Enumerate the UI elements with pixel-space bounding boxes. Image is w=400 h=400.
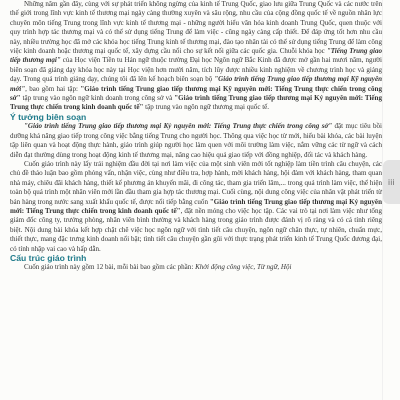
structure-paragraph (10, 263, 382, 272)
book-title: "Giáo trình tiếng Trung giao tiếp thương mại Kỷ nguyên mới: Tiếng Trung thực chiến trong công sở" (24, 122, 333, 131)
series-title: "Giáo trình tiếng Trung giao tiếp thương mại Kỹ nguyên mới" (10, 75, 382, 93)
page-body (10, 0, 382, 273)
intro-paragraph (10, 0, 382, 113)
concept-paragraph-1 (10, 122, 382, 160)
structure-parts: Khởi động công việc, Từ ngữ, Hội (195, 263, 292, 272)
next-volume-title: "Giáo trình tiếng Trung giao tiếp thương mại Kỷ nguyên mới: Tiếng Trung thực chiến trong kinh doanh quốc tế" (10, 197, 382, 215)
intro-text: tập trung vào ngôn ngữ kinh doanh trong công sở và (20, 94, 175, 103)
intro-text: tập trung vào ngôn ngữ thương mại quốc tế. (143, 103, 270, 112)
intro-text: , bao gồm hai tập: (25, 84, 81, 93)
concept-text: đặt mục tiêu bồi dưỡng khả năng giao tiếp trong công việc bằng tiếng Trung cho người học. Thông qua việc học từ mới, hiểu bài khóa, các bài luyện tập liên quan và hoạt động thực hành, giáo trình giúp người học làm quen với môi trường làm việc, nắm vững các từ ngữ và cách diễn đạt thường dùng trong hoạt động kinh tế thương mại, nâng cao hiệu quả giao tiếp với đồng nghiệp, đối tác và khách hàng. (10, 122, 382, 159)
concept-paragraph-2 (10, 160, 382, 254)
course-title: "Tiếng Trung giao tiếp thương mại" (10, 47, 382, 65)
intro-text: Những năm gần đây, cùng với sự phát triển không ngừng của kinh tế Trung Quốc, giao lưu giữa Trung Quốc và các nước trên thế giới trong lĩnh vực kinh tế thương mại ngày càng thường xuyên và sâu rộng, nhu cầu của cộng đồng quốc tế về nguồn nhân lực chuyên môn tiếng Trung trong lĩnh vực kinh tế thương mại - những người hiểu văn hóa kinh doanh Trung Quốc, quen thuộc với quy trình hợp tác thương mại và có thể sử dụng tiếng Trung để làm việc - cũng ngày càng cấp thiết. Để đáp ứng tốt hơn nhu cầu này, nhiều trường học đã mở các khóa học tiếng Trung kinh tế thương mại, đào tạo nhân tài có thể sử dụng tiếng Trung để làm công việc kinh doanh hoặc thương mại quốc tế, xây dựng cầu nối cho sự kết nối giữa các quốc gia. Chuỗi khóa học (10, 0, 382, 56)
page-number-tab (383, 160, 400, 204)
concept-text: Cuốn giáo trình này lấy trải nghiệm đầu đời tại nơi làm việc của một sinh viên mới tốt nghiệp làm tiền trình câu chuyện, các chủ đề thảo luận bao gồm phỏng vấn, nhận việc, cùng như điều tra, hợp hành, mời khách hàng, hội đàm với khách hàng, tham quan nhà máy, chiêu đãi khách hàng, thiết kế phương án khuyến mãi, đi công tác, tham gia triển lãm,... trong quá trình làm việc, thể hiện toàn bộ quá trình một nhân viên mới lần đầu tham gia hợp tác thương mại. Cuối cùng, nội dung công việc của nhân vật phát triển từ bản hàng trong nước sang xuất khẩu quốc tế, được nối tiếp bằng cuốn (10, 159, 382, 206)
page-number: iii (388, 177, 395, 187)
structure-text: Cuốn giáo trình này gồm 12 bài, mỗi bài bao gồm các phần: (24, 263, 196, 272)
section-heading-structure: Cấu trúc giáo trình (10, 252, 87, 263)
volume-title-international: "Giáo trình tiếng Trung giao tiếp thương mại Kỷ nguyên mới: Tiếng Trung thực chiến trong kinh doanh quốc tế" (10, 94, 382, 112)
volume-title-office: "Giáo trình tiếng Trung giao tiếp thương mại Kỹ nguyên mới: Tiếng Trung thực chiến trong công sở" (10, 84, 383, 103)
concept-text: , đặt nền móng cho việc học tập. Các vai trò tại nơi làm việc như tổng giám đốc công ty, trưởng phòng, nhân viên bình thường và khách hàng trong giáo trình được đánh vị rõ ràng và có cá tính riêng biệt. Nội dung bài khóa kết hợp chặt chẽ việc học ngôn ngữ với tình tiết câu chuyện, ngôn ngữ chân thực, tự nhiên, chuẩn mực, thiết thực, mang đặc trưng kinh doanh nổi bật; tình tiết câu chuyện gần gũi với thực trạng phát triển kinh tế Trung Quốc đương đại, có tính nhập vai cao và hấp dẫn. (10, 206, 382, 253)
section-heading-concept: Ý tưởng biên soạn (10, 111, 87, 122)
intro-text: của Học viện Tiền tu Hán ngữ thuộc trường Đại học Ngôn ngữ Bắc Kinh đã được mở gần hai mươi năm, người biên soạn đã giảng dạy khóa học này tại Học viện hơn mười năm, tích lũy được nhiều kinh nghiệm về chương trình học và giảng dạy. Trong quá trình giảng dạy, chúng tôi đã lên kế hoạch biên soạn bộ (10, 56, 382, 84)
